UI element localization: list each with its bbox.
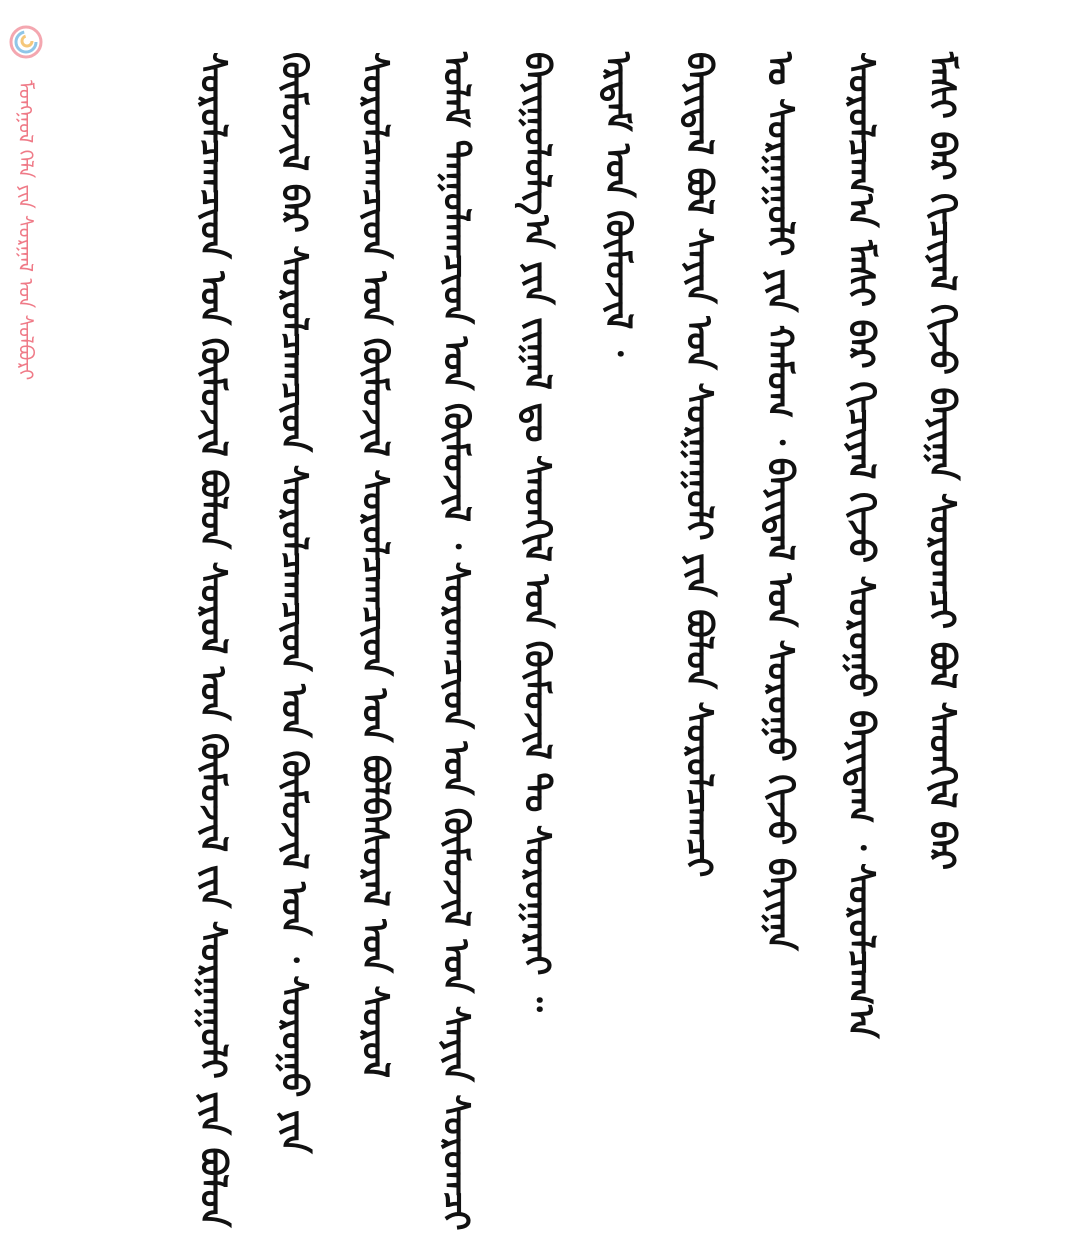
- text-line: ᠰᠤᠷᠤᠯᠴᠠᠭᠴᠢᠳ ᠤᠨ ᠬᠦᠮᠦᠵᠢᠯ ᠪᠤᠯᠤᠨ ᠰᠤᠷᠤᠯ ᠤᠨ ᠬᠦᠮᠦᠵᠢᠯ ᠵᠢᠨ ᠰᠤᠷᠭᠠᠭᠤᠯᠢ ᠶᠢᠨ ᠪᠣᠯᠤᠨ: [192, 52, 233, 1228]
- text-line: ᠰᠤᠷᠤᠯᠴᠠᠭ᠎ᠠ ᠮᠠᠰᠢ ᠪᠠᠷ ᠬᠢᠴᠢᠶᠡᠯ ᠬᠢᠵᠤ ᠰᠤᠷᠤᠭᠤ ᠪᠠᠶᠢᠳᠠᠭ ᠂ ᠰᠤᠷᠤᠯᠴᠠᠭ᠎ᠠ: [840, 52, 881, 1039]
- text-line: ᠤ ᠰᠤᠷᠭᠠᠭᠤᠯᠢ ᠶᠢᠨ ᠬᠠᠮᠤᠭ ᠂ ᠪᠠᠶᠢᠳᠠᠯ ᠤᠨ ᠰᠤᠷᠤᠭᠤ ᠬᠢᠵᠤ ᠪᠠᠶᠢᠭᠠ: [759, 52, 800, 951]
- text-line: ᠮᠠᠰᠢ ᠪᠠᠷ ᠬᠢᠴᠢᠶᠡᠯ ᠬᠢᠵᠤ ᠪᠠᠶᠢᠭᠠ ᠰᠤᠷᠤᠭᠴᠢ ᠪᠤᠯ ᠰᠡᠳᠬᠢᠯ ᠪᠠᠷ: [921, 52, 962, 871]
- watermark-text: ᠮᠣᠩᠭᠣᠯ ᠬᠡᠯᠡ ᠶᠢᠨ ᠰᠤᠷᠭᠠᠯ ᠤᠨ ᠰᠤᠯᠪᠤᠷᠢ: [14, 80, 38, 381]
- text-line: ᠰᠤᠷᠤᠯᠴᠠᠭᠴᠢᠳ ᠤᠨ ᠬᠦᠮᠦᠵᠢᠯ ᠰᠤᠷᠤᠯᠴᠠᠭᠴᠢᠳ ᠤᠨ ᠪᠣᠯᠪᠠᠰᠤᠷᠠᠯ ᠤᠨ ᠰᠤᠷᠤᠯ: [354, 52, 395, 1079]
- body-text: [185, 52, 968, 1231]
- text-line: ᠤᠯᠠᠮ ᠳᠠᠭᠤᠯᠠᠭᠴᠢᠳ ᠤᠨ ᠬᠦᠮᠦᠵᠢᠯ ᠂ ᠰᠤᠷᠤᠭᠴᠢᠳ ᠤᠨ ᠬᠦᠮᠦᠵᠢᠯ ᠤᠨ ᠰᠠᠶᠢᠨ ᠰᠤᠷᠤᠭᠴᠢ: [435, 52, 476, 1231]
- text-line: ᠬᠦᠮᠦᠵᠢᠯ ᠪᠠᠷ ᠰᠤᠷᠤᠯᠴᠠᠭᠴᠢᠳ ᠰᠤᠷᠤᠯᠴᠠᠭᠴᠢᠳ ᠤᠨ ᠬᠦᠮᠦᠵᠢᠯ ᠤᠨ ᠂ ᠰᠤᠷᠤᠭᠤ ᠶᠢᠨ: [273, 52, 314, 1154]
- text-line: ᠪᠠᠶᠢᠭᠤᠯᠤᠯᠭ᠎ᠠ ᠶᠢᠨ ᠵᠢᠭᠠᠯ ᠳᠤ ᠰᠡᠳᠬᠢᠯ ᠤᠨ ᠬᠦᠮᠦᠵᠢᠯ ᠲᠤ ᠰᠤᠷᠤᠭᠠᠷᠠᠢ ᠃: [516, 52, 557, 1012]
- text-line: ᠪᠠᠶᠢᠳᠠᠯ ᠪᠣᠯ ᠰᠠᠶᠢᠨ ᠤᠨ ᠰᠤᠷᠭᠠᠭᠤᠯᠢ ᠶᠢᠨ ᠪᠣᠯᠤᠨ ᠰᠤᠷᠤᠯᠴᠠᠭᠴᠢ: [678, 52, 719, 878]
- watermark: [4, 24, 48, 424]
- text-line: ᠡᠷᠳᠡᠮ ᠤᠨ ᠬᠦᠮᠦᠵᠢᠯ ᠂: [597, 52, 638, 357]
- spiral-logo-icon: [8, 24, 44, 60]
